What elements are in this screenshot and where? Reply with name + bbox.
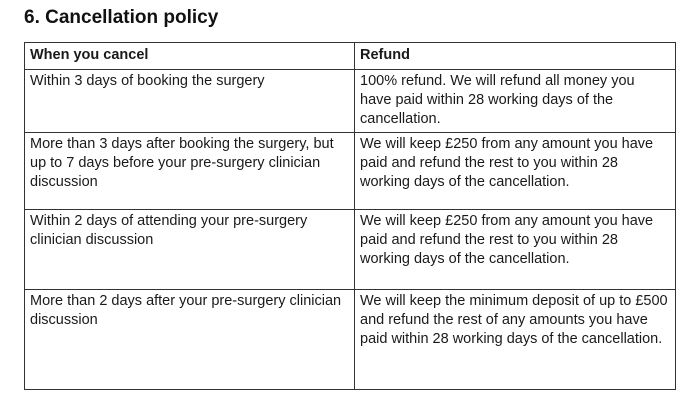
table-header-row xyxy=(25,43,676,70)
section-title: 6. Cancellation policy xyxy=(24,7,219,28)
cell-when: More than 2 days after your pre-surgery clinician discussion xyxy=(25,290,355,390)
cell-when: Within 2 days of attending your pre-surgery clinician discussion xyxy=(25,210,355,290)
table-row xyxy=(25,70,676,133)
cell-refund: 100% refund. We will refund all money you have paid within 28 working days of the cancellation. xyxy=(355,70,676,133)
header-refund: Refund xyxy=(355,43,676,70)
header-when-you-cancel: When you cancel xyxy=(25,43,355,70)
cell-when: Within 3 days of booking the surgery xyxy=(25,70,355,133)
table-row xyxy=(25,210,676,290)
cell-refund: We will keep £250 from any amount you have paid and refund the rest to you within 28 working days of the cancellation. xyxy=(355,210,676,290)
table-row xyxy=(25,133,676,210)
cell-when: More than 3 days after booking the surgery, but up to 7 days before your pre-surgery clinician discussion xyxy=(25,133,355,210)
cell-refund: We will keep £250 from any amount you have paid and refund the rest to you within 28 working days of the cancellation. xyxy=(355,133,676,210)
cell-refund: We will keep the minimum deposit of up to £500 and refund the rest of any amounts you have paid within 28 working days of the cancellation. xyxy=(355,290,676,390)
table-row xyxy=(25,290,676,390)
cancellation-policy-table xyxy=(24,42,676,390)
